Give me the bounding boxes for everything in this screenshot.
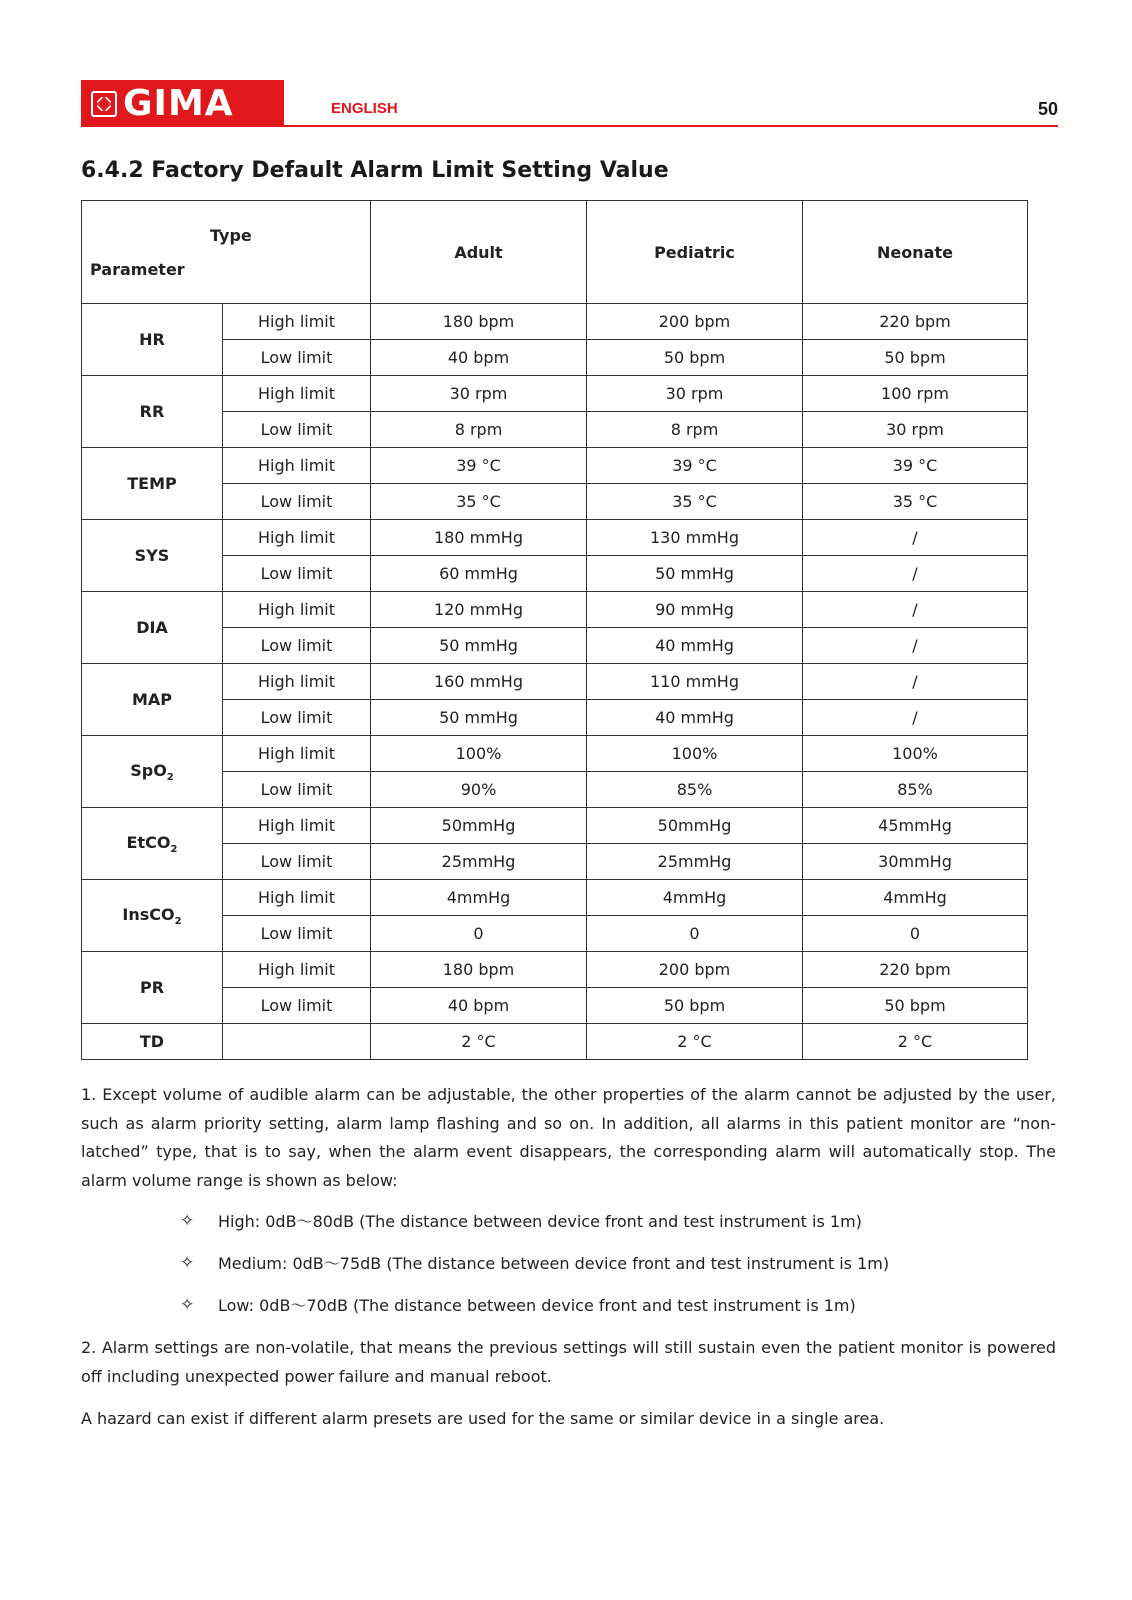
pediatric-value-cell: 200 bpm — [587, 304, 803, 340]
limit-type-cell — [223, 1024, 371, 1060]
limit-type-cell: Low limit — [223, 628, 371, 664]
adult-value-cell: 120 mmHg — [371, 592, 587, 628]
table-body — [82, 304, 1028, 1060]
column-header-pediatric: Pediatric — [587, 201, 803, 304]
column-header-adult: Adult — [371, 201, 587, 304]
bullet-text: High: 0dB～80dB (The distance between device front and test instrument is 1m) — [218, 1212, 862, 1231]
pediatric-value-cell: 4mmHg — [587, 880, 803, 916]
neonate-value-cell: 0 — [803, 916, 1028, 952]
limit-type-cell: High limit — [223, 952, 371, 988]
adult-value-cell: 180 bpm — [371, 304, 587, 340]
table-row — [82, 448, 1028, 484]
pediatric-value-cell: 30 rpm — [587, 376, 803, 412]
parameter-name: PR — [139, 978, 165, 997]
table-row — [82, 772, 1028, 808]
parameter-name-cell — [82, 520, 223, 592]
table-row — [82, 700, 1028, 736]
pediatric-value-cell: 39 °C — [587, 448, 803, 484]
note-paragraph-2: 2. Alarm settings are non-volatile, that means the previous settings will still sustain even the patient monitor is powered off including unexpected power failure and manual reboot. — [81, 1338, 1056, 1386]
pediatric-value-cell: 25mmHg — [587, 844, 803, 880]
logo-text: GIMA — [123, 82, 234, 124]
limit-type-cell: Low limit — [223, 556, 371, 592]
limit-type-cell: Low limit — [223, 412, 371, 448]
adult-value-cell: 180 bpm — [371, 952, 587, 988]
neonate-value-cell: / — [803, 700, 1028, 736]
type-label: Type — [210, 226, 252, 245]
parameter-name-cell — [82, 304, 223, 376]
table-header-row — [82, 201, 1028, 304]
neonate-value-cell: 35 °C — [803, 484, 1028, 520]
pediatric-value-cell: 100% — [587, 736, 803, 772]
adult-value-cell: 50 mmHg — [371, 628, 587, 664]
adult-value-cell: 35 °C — [371, 484, 587, 520]
parameter-label: Parameter — [90, 260, 185, 279]
neonate-value-cell: 2 °C — [803, 1024, 1028, 1060]
parameter-subscript: 2 — [166, 771, 174, 783]
pediatric-value-cell: 40 mmHg — [587, 700, 803, 736]
bullet-text: Low: 0dB～70dB (The distance between device front and test instrument is 1m) — [218, 1296, 856, 1315]
adult-value-cell: 50 mmHg — [371, 700, 587, 736]
table-row — [82, 340, 1028, 376]
pediatric-value-cell: 40 mmHg — [587, 628, 803, 664]
table-row — [82, 916, 1028, 952]
adult-value-cell: 4mmHg — [371, 880, 587, 916]
parameter-name-cell — [82, 952, 223, 1024]
table-row — [82, 628, 1028, 664]
parameter-name: SYS — [134, 546, 170, 565]
limit-type-cell: Low limit — [223, 988, 371, 1024]
note-paragraph-1: 1. Except volume of audible alarm can be adjustable, the other properties of the alarm cannot be adjusted by the user, such as alarm priority setting, alarm lamp flashing and so on. In addition, all alarms in this patient monitor are “non-latched” type, that is to say, when the alarm event disappears, the corresponding alarm will automatically stop. The alarm volume range is shown as below: — [81, 1085, 1056, 1190]
neonate-value-cell: 50 bpm — [803, 988, 1028, 1024]
neonate-value-cell: 39 °C — [803, 448, 1028, 484]
neonate-value-cell: 30mmHg — [803, 844, 1028, 880]
pediatric-value-cell: 50 bpm — [587, 988, 803, 1024]
section-title: 6.4.2 Factory Default Alarm Limit Setting Value — [81, 158, 669, 183]
limit-type-cell: High limit — [223, 880, 371, 916]
pediatric-value-cell: 0 — [587, 916, 803, 952]
pediatric-value-cell: 2 °C — [587, 1024, 803, 1060]
parameter-subscript: 2 — [170, 843, 178, 855]
page-header — [81, 80, 1058, 128]
table-row — [82, 988, 1028, 1024]
volume-bullet-low — [180, 1293, 856, 1316]
bullet-text: Medium: 0dB～75dB (The distance between device front and test instrument is 1m) — [218, 1254, 890, 1273]
limit-type-cell: High limit — [223, 376, 371, 412]
limit-type-cell: Low limit — [223, 772, 371, 808]
pediatric-value-cell: 130 mmHg — [587, 520, 803, 556]
adult-value-cell: 60 mmHg — [371, 556, 587, 592]
table-row — [82, 664, 1028, 700]
adult-value-cell: 90% — [371, 772, 587, 808]
limit-type-cell: Low limit — [223, 700, 371, 736]
four-point-star-icon: ✧ — [180, 1210, 195, 1231]
neonate-value-cell: 50 bpm — [803, 340, 1028, 376]
limit-type-cell: High limit — [223, 448, 371, 484]
parameter-name-cell — [82, 1024, 223, 1060]
table-row — [82, 592, 1028, 628]
table-row — [82, 808, 1028, 844]
four-point-star-icon: ✧ — [180, 1294, 195, 1315]
neonate-value-cell: 220 bpm — [803, 304, 1028, 340]
adult-value-cell: 30 rpm — [371, 376, 587, 412]
parameter-name: MAP — [131, 690, 173, 709]
parameter-name-cell — [82, 592, 223, 664]
table-row — [82, 412, 1028, 448]
limit-type-cell: Low limit — [223, 484, 371, 520]
table-row — [82, 736, 1028, 772]
table-row — [82, 1024, 1028, 1060]
pediatric-value-cell: 85% — [587, 772, 803, 808]
limit-type-cell: High limit — [223, 592, 371, 628]
adult-value-cell: 100% — [371, 736, 587, 772]
limit-type-cell: High limit — [223, 736, 371, 772]
pediatric-value-cell: 90 mmHg — [587, 592, 803, 628]
pediatric-value-cell: 200 bpm — [587, 952, 803, 988]
parameter-name-cell — [82, 376, 223, 448]
adult-value-cell: 160 mmHg — [371, 664, 587, 700]
neonate-value-cell: 85% — [803, 772, 1028, 808]
type-parameter-header — [82, 201, 371, 304]
volume-bullet-medium — [180, 1251, 889, 1274]
limit-type-cell: Low limit — [223, 844, 371, 880]
neonate-value-cell: 4mmHg — [803, 880, 1028, 916]
neonate-value-cell: 45mmHg — [803, 808, 1028, 844]
column-header-neonate: Neonate — [803, 201, 1028, 304]
pediatric-value-cell: 35 °C — [587, 484, 803, 520]
pediatric-value-cell: 50 mmHg — [587, 556, 803, 592]
pediatric-value-cell: 50mmHg — [587, 808, 803, 844]
neonate-value-cell: / — [803, 592, 1028, 628]
table-row — [82, 520, 1028, 556]
parameter-name-cell — [82, 808, 223, 880]
adult-value-cell: 39 °C — [371, 448, 587, 484]
parameter-subscript: 2 — [174, 915, 182, 927]
neonate-value-cell: 220 bpm — [803, 952, 1028, 988]
table-row — [82, 556, 1028, 592]
parameter-name: SpO — [130, 760, 167, 780]
parameter-name-cell — [82, 448, 223, 520]
parameter-name: HR — [139, 330, 165, 349]
table-row — [82, 952, 1028, 988]
adult-value-cell: 180 mmHg — [371, 520, 587, 556]
parameter-name-cell — [82, 664, 223, 736]
page-number: 50 — [1037, 99, 1058, 119]
adult-value-cell: 40 bpm — [371, 340, 587, 376]
adult-value-cell: 0 — [371, 916, 587, 952]
four-point-star-icon: ✧ — [180, 1252, 195, 1273]
volume-bullet-high — [180, 1209, 862, 1232]
limit-type-cell: Low limit — [223, 916, 371, 952]
alarm-limit-table — [81, 200, 1028, 1060]
pediatric-value-cell: 110 mmHg — [587, 664, 803, 700]
language-label: ENGLISH — [331, 100, 398, 117]
parameter-name: EtCO — [126, 832, 171, 852]
adult-value-cell: 40 bpm — [371, 988, 587, 1024]
adult-value-cell: 25mmHg — [371, 844, 587, 880]
parameter-name: TD — [139, 1032, 165, 1051]
parameter-name: RR — [139, 402, 165, 421]
limit-type-cell: High limit — [223, 520, 371, 556]
table-row — [82, 844, 1028, 880]
adult-value-cell: 50mmHg — [371, 808, 587, 844]
limit-type-cell: High limit — [223, 808, 371, 844]
limit-type-cell: Low limit — [223, 340, 371, 376]
header-divider — [81, 125, 1058, 127]
parameter-name-cell — [82, 880, 223, 952]
neonate-value-cell: / — [803, 520, 1028, 556]
adult-value-cell: 8 rpm — [371, 412, 587, 448]
neonate-value-cell: / — [803, 628, 1028, 664]
table-row — [82, 304, 1028, 340]
note-paragraph-3: A hazard can exist if different alarm presets are used for the same or similar device in a single area. — [81, 1409, 885, 1428]
adult-value-cell: 2 °C — [371, 1024, 587, 1060]
pediatric-value-cell: 50 bpm — [587, 340, 803, 376]
table-row — [82, 376, 1028, 412]
neonate-value-cell: / — [803, 664, 1028, 700]
neonate-value-cell: / — [803, 556, 1028, 592]
table-row — [82, 484, 1028, 520]
parameter-name: DIA — [136, 618, 168, 637]
parameter-name: TEMP — [127, 474, 177, 493]
limit-type-cell: High limit — [223, 304, 371, 340]
neonate-value-cell: 30 rpm — [803, 412, 1028, 448]
neonate-value-cell: 100% — [803, 736, 1028, 772]
logo-emblem-icon — [91, 91, 117, 117]
pediatric-value-cell: 8 rpm — [587, 412, 803, 448]
neonate-value-cell: 100 rpm — [803, 376, 1028, 412]
parameter-name-cell — [82, 736, 223, 808]
gima-logo — [81, 80, 284, 127]
parameter-name: InsCO — [122, 904, 175, 924]
table-row — [82, 880, 1028, 916]
limit-type-cell: High limit — [223, 664, 371, 700]
